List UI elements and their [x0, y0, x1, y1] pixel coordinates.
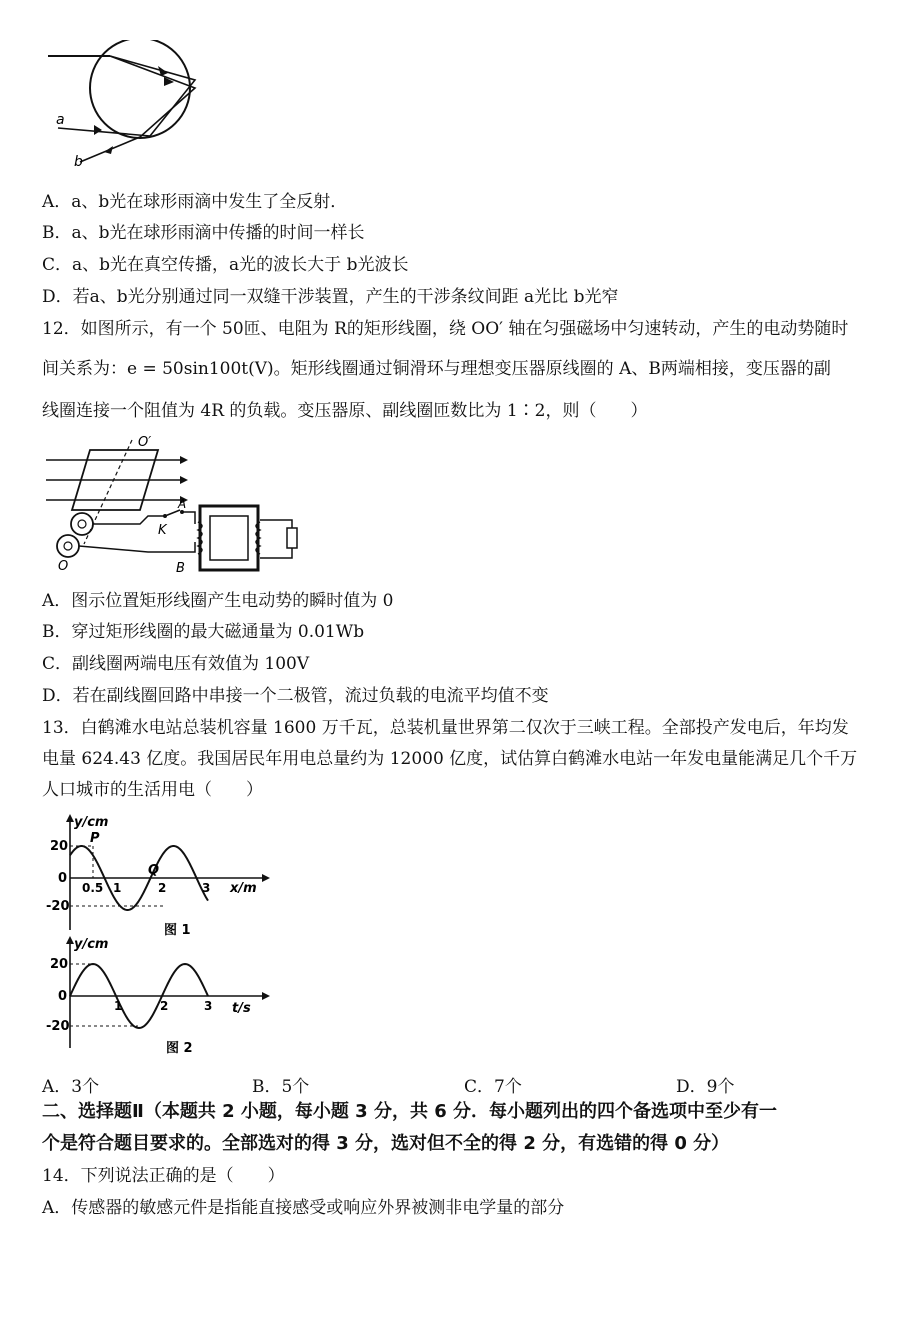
graph1-point-p: P [90, 831, 100, 846]
graph1-tick-1: 1 [113, 881, 122, 895]
graph1-tick-3: 3 [202, 881, 211, 895]
q13-stem-line-3: 人口城市的生活用电（ ） [42, 780, 263, 800]
q13-option-b: B．5个 [252, 1077, 310, 1097]
graph2-ylabel: y/cm [74, 937, 109, 952]
raindrop-figure [40, 40, 210, 172]
ray-label-a: a [56, 112, 65, 128]
axis-label-o: O [58, 559, 69, 574]
graph2-xlabel: t/s [232, 1001, 251, 1016]
q12-option-a: A．图示位置矩形线圈产生电动势的瞬时值为 0 [42, 591, 394, 611]
section2-heading-line-2: 个是符合题目要求的。全部选对的得 3 分，选对但不全的得 2 分，有选错的得 0 分） [42, 1133, 730, 1154]
graph2-tick-0: 0 [58, 989, 68, 1004]
graph1-caption: 图 1 [164, 923, 191, 938]
switch-label-k: K [158, 523, 167, 538]
graph1-tick-2: 2 [158, 881, 167, 895]
q12-stem-line-1: 12．如图所示，有一个 50匝、电阻为 R的矩形线圈，绕 OO′ 轴在匀强磁场中匀速转动，产生的电动势随时 [42, 319, 849, 339]
wave-graph-2 [40, 934, 270, 1062]
graph2-tick-20: 20 [50, 957, 69, 972]
q12-option-c: C．副线圈两端电压有效值为 100V [42, 654, 310, 674]
q11-option-d: D．若a、b光分别通过同一双缝干涉装置，产生的干涉条纹间距 a光比 b光窄 [42, 287, 619, 307]
graph1-tick-0: 0 [58, 871, 68, 886]
graph2-tick-neg20: -20 [46, 1019, 70, 1034]
graph2-caption: 图 2 [166, 1041, 193, 1056]
terminal-label-b: B [176, 561, 185, 576]
q12-stem-line-3: 线圈连接一个阻值为 4R 的负载。变压器原、副线圈匝数比为 1∶2，则（ ） [42, 401, 648, 421]
graph1-tick-20: 20 [50, 839, 69, 854]
q14-option-a: A．传感器的敏感元件是指能直接感受或响应外界被测非电学量的部分 [42, 1198, 565, 1218]
q12-option-d: D．若在副线圈回路中串接一个二极管，流过负载的电流平均值不变 [42, 686, 549, 706]
graph2-tick-2: 2 [160, 999, 169, 1013]
graph2-tick-1: 1 [114, 999, 123, 1013]
q13-stem-line-1: 13．白鹤滩水电站总装机容量 1600 万千瓦，总装机量世界第二仅次于三峡工程。全部投产发电后，年均发 [42, 718, 849, 738]
q13-option-c: C．7个 [464, 1077, 522, 1097]
generator-transformer-figure [40, 432, 305, 578]
q12-option-b: B．穿过矩形线圈的最大磁通量为 0.01Wb [42, 622, 365, 642]
q12-stem-line-2: 间关系为：e = 50sin100t(V)。矩形线圈通过铜滑环与理想变压器原线圈的 A、B两端相接，变压器的副 [42, 359, 831, 379]
wave-graph-1 [40, 812, 270, 940]
q13-stem-line-2: 电量 624.43 亿度。我国居民年用电总量约为 12000 亿度，试估算白鹤滩水电站一年发电量能满足几个千万 [42, 749, 858, 769]
q11-option-a: A．a、b光在球形雨滴中发生了全反射． [42, 192, 348, 212]
graph1-tick-neg20: -20 [46, 899, 70, 914]
axis-label-o-prime: O′ [138, 435, 152, 450]
graph1-point-q: Q [148, 863, 160, 878]
terminal-label-a: A [178, 497, 187, 511]
graph1-xlabel: x/m [230, 881, 257, 896]
graph1-ylabel: y/cm [74, 815, 109, 830]
q13-option-a: A．3个 [42, 1077, 100, 1097]
graph2-tick-3: 3 [204, 999, 213, 1013]
ray-label-b: b [74, 154, 83, 170]
q14-stem: 14．下列说法正确的是（ ） [42, 1166, 285, 1186]
q11-option-b: B．a、b光在球形雨滴中传播的时间一样长 [42, 223, 365, 243]
q11-option-c: C．a、b光在真空传播，a光的波长大于 b光波长 [42, 255, 409, 275]
section2-heading-line-1: 二、选择题Ⅱ（本题共 2 小题，每小题 3 分，共 6 分．每小题列出的四个备选项中至少有一 [42, 1101, 778, 1122]
graph1-tick-0-5: 0.5 [82, 881, 104, 895]
q13-option-d: D．9个 [676, 1077, 735, 1097]
